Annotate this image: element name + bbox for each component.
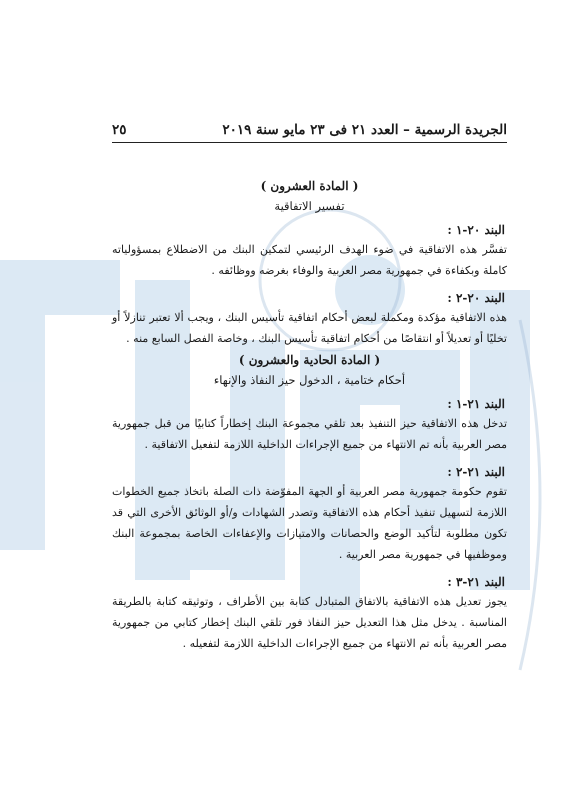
clause-21-1-text: تدخل هذه الاتفاقية حيز التنفيذ بعد تلقي مجموعة البنك إخطاراً كتابيًا من قبل جمهورية مصر العربية بأنه تم الانتهاء من جميع الإجراءات الداخلية اللازمة لتفعيل الاتفاقية . — [112, 417, 507, 451]
clause-21-1-label: البند ٢١-١ : — [447, 397, 505, 411]
article-21-title: ( المادة الحادية والعشرون ) — [238, 353, 381, 367]
gazette-page — [112, 122, 507, 654]
article-21-subtitle: أحكام ختامية ، الدخول حيز النفاذ والإنهاء — [213, 373, 406, 387]
clause-20-2-text: هذه الاتفاقية مؤكدة ومكملة لبعض أحكام اتفاقية تأسيس البنك ، ويجب ألا تعتبر تنازلاً أو تخليًا أو تعديلاً أو انتقاصًا من أحكام اتفاقية تأسيس البنك ، وخاصة الفصل السابع منه . — [112, 311, 507, 345]
clause-21-2-text: تقوم حكومة جمهورية مصر العربية أو الجهة المفوّضة ذات الصلة باتخاذ جميع الخطوات اللازمة لتسهيل تنفيذ أحكام هذه الاتفاقية وتصدر الشهادات و/أو الوثائق الأخرى التي قد تكون مطلوبة لتأكيد الوضع والحصانات والامتيازات والإعفاءات الخاصة بمجموعة البنك وموظفيها في جمهورية مصر العربية . — [112, 485, 507, 561]
page-header — [112, 122, 507, 143]
clause-20-1-text: تفسَّر هذه الاتفاقية في ضوء الهدف الرئيسي لتمكين البنك من الاضطلاع بمسؤولياته كاملة وبكفاءة في جمهورية مصر العربية والوفاء بغرضه ووظائفه . — [112, 243, 507, 277]
clause-21-3-label: البند ٢١-٣ : — [447, 575, 505, 589]
clause-20-2-label: البند ٢٠-٢ : — [447, 291, 505, 305]
article-20-subtitle: تفسير الاتفاقية — [274, 199, 345, 213]
clause-21-2-label: البند ٢١-٢ : — [447, 465, 505, 479]
article-20-title: ( المادة العشرون ) — [260, 179, 359, 193]
clause-21-3-text: يجوز تعديل هذه الاتفاقية بالاتفاق المتبادل كتابة بين الأطراف ، وتوثيقه كتابة بالطريقة المناسبة . يدخل مثل هذا التعديل حيز النفاذ فور تلقي البنك إخطار كتابي من جمهورية مصر العربية بأنه تم الانتهاء من جميع الإجراءات الداخلية اللازمة لتفعيله . — [112, 595, 507, 650]
page-number: ٢٥ — [112, 122, 127, 138]
clause-20-1-label: البند ٢٠-١ : — [447, 223, 505, 237]
gazette-title: الجريدة الرسمية – العدد ٢١ فى ٢٣ مايو سنة ٢٠١٩ — [222, 122, 507, 138]
